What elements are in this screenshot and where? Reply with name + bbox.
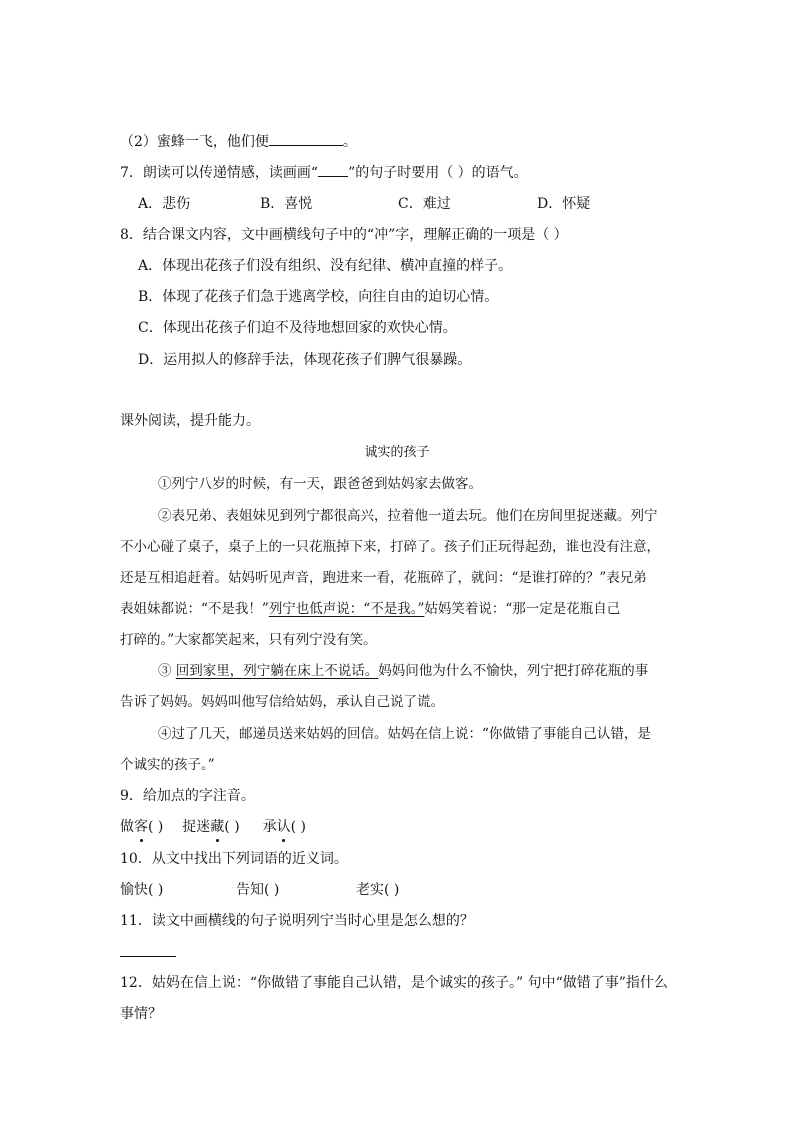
section-heading: 课外阅读，提升能力。 — [120, 413, 260, 429]
q11-answer-line[interactable] — [120, 956, 176, 957]
passage-p1: ①列宁八岁的时候，有一天，跟爸爸到姑妈家去做客。 — [158, 476, 482, 492]
q9-w3-a: 承 — [262, 819, 277, 835]
q8-option-a[interactable]: A．体现出花孩子们没有组织、没有纪律、横冲直撞的样子。 — [138, 258, 513, 274]
p2-l4-a: 表姐妹都说：“不是我！” — [120, 601, 269, 617]
q9-items — [120, 817, 306, 837]
q7-option-d[interactable]: D．怀疑 — [537, 196, 591, 212]
q11-stem: 11．读文中画横线的句子说明列宁当时心里是怎么想的？ — [120, 913, 474, 929]
q9-w2-dotted: 藏 — [210, 819, 225, 835]
q9-w2-a: 捉迷 — [182, 819, 211, 835]
q7-stem-b: ”的句子时要用（ ）的语气。 — [348, 165, 528, 181]
q10-item-1[interactable]: 愉快( ) — [120, 882, 164, 898]
q9-w3-dotted: 认 — [276, 819, 291, 835]
passage-p2-line4 — [120, 599, 620, 619]
q8-stem: 8．结合课文内容，文中画横线句子中的“冲”字，理解正确的一项是（ ） — [120, 227, 568, 243]
q6-2-line — [120, 131, 357, 152]
q9-w1-a: 做 — [120, 819, 134, 835]
passage-p2-line1: ②表兄弟、表姐妹见到列宁都很高兴，拉着他一道去玩。他们在房间里捉迷藏。列宁 — [158, 508, 658, 524]
q10-item-2[interactable]: 告知( ) — [236, 882, 280, 898]
q8-option-d[interactable]: D．运用拟人的修辞手法，体现花孩子们脾气很暴躁。 — [138, 352, 472, 368]
passage-p3-line2: 告诉了妈妈。妈妈叫他写信给姑妈，承认自己说了谎。 — [120, 694, 444, 710]
q9-w2-answer[interactable]: ( ) — [224, 819, 240, 835]
q9-w1-answer[interactable]: ( ) — [148, 819, 164, 835]
q7-option-c[interactable]: C．难过 — [398, 196, 451, 212]
q8-option-b[interactable]: B．体现了花孩子们急于逃离学校，向往自由的迫切心情。 — [138, 289, 499, 305]
q7-option-a[interactable]: A．悲伤 — [138, 196, 191, 212]
q9-w3-answer[interactable]: ( ) — [290, 819, 306, 835]
q6-2-blank[interactable] — [269, 131, 343, 146]
q7-option-b[interactable]: B．喜悦 — [260, 196, 313, 212]
q6-2-prefix: （2）蜜蜂一飞，他们便 — [120, 134, 269, 150]
underlined-sentence-1: 列宁也低声说：“不是我。” — [268, 601, 425, 617]
q7-stem — [120, 163, 528, 183]
q12-line2: 事情？ — [120, 1006, 162, 1022]
passage-p2-line3: 还是互相追赶着。姑妈听见声音，跑进来一看，花瓶碎了，就问：“是谁打碎的？”表兄弟 — [120, 570, 647, 586]
passage-p2-line5: 打碎的。”大家都笑起来，只有列宁没有笑。 — [120, 632, 377, 648]
underlined-sentence-2: 回到家里，列宁躺在床上不说话。 — [175, 663, 379, 679]
passage-p4-line2: 个诚实的孩子。” — [120, 757, 215, 773]
p3-l1-b: 妈妈问他为什么不愉快，列宁把打碎花瓶的事 — [378, 663, 649, 679]
q10-stem: 10．从文中找出下列词语的近义词。 — [120, 851, 348, 867]
passage-p4-line1: ④过了几天，邮递员送来姑妈的回信。姑妈在信上说：“你做错了事能自己认错，是 — [158, 726, 651, 742]
p3-l1-a: ③ — [158, 663, 176, 679]
p2-l4-b: 姑妈笑着说：“那一定是花瓶自己 — [424, 601, 621, 617]
q9-w1-dotted: 客 — [134, 819, 148, 835]
q8-option-c[interactable]: C．体现出花孩子们迫不及待地想回家的欢快心情。 — [138, 320, 457, 336]
q7-blank — [318, 166, 348, 177]
q7-stem-a: 7．朗读可以传递情感，读画画“ — [120, 165, 319, 181]
q12-line1: 12．姑妈在信上说：“你做错了事能自己认错，是个诚实的孩子。” 句中“做错了事”指什么 — [120, 975, 668, 991]
passage-p2-line2: 不小心碰了桌子，桌子上的一只花瓶掉下来，打碎了。孩子们正玩得起劲，谁也没有注意， — [120, 539, 660, 555]
passage-p3-line1 — [158, 661, 648, 681]
passage-title: 诚实的孩子 — [364, 445, 430, 460]
q9-stem: 9．给加点的字注音。 — [120, 788, 255, 804]
q6-2-suffix: 。 — [342, 134, 357, 150]
q10-item-3[interactable]: 老实( ) — [356, 882, 400, 898]
